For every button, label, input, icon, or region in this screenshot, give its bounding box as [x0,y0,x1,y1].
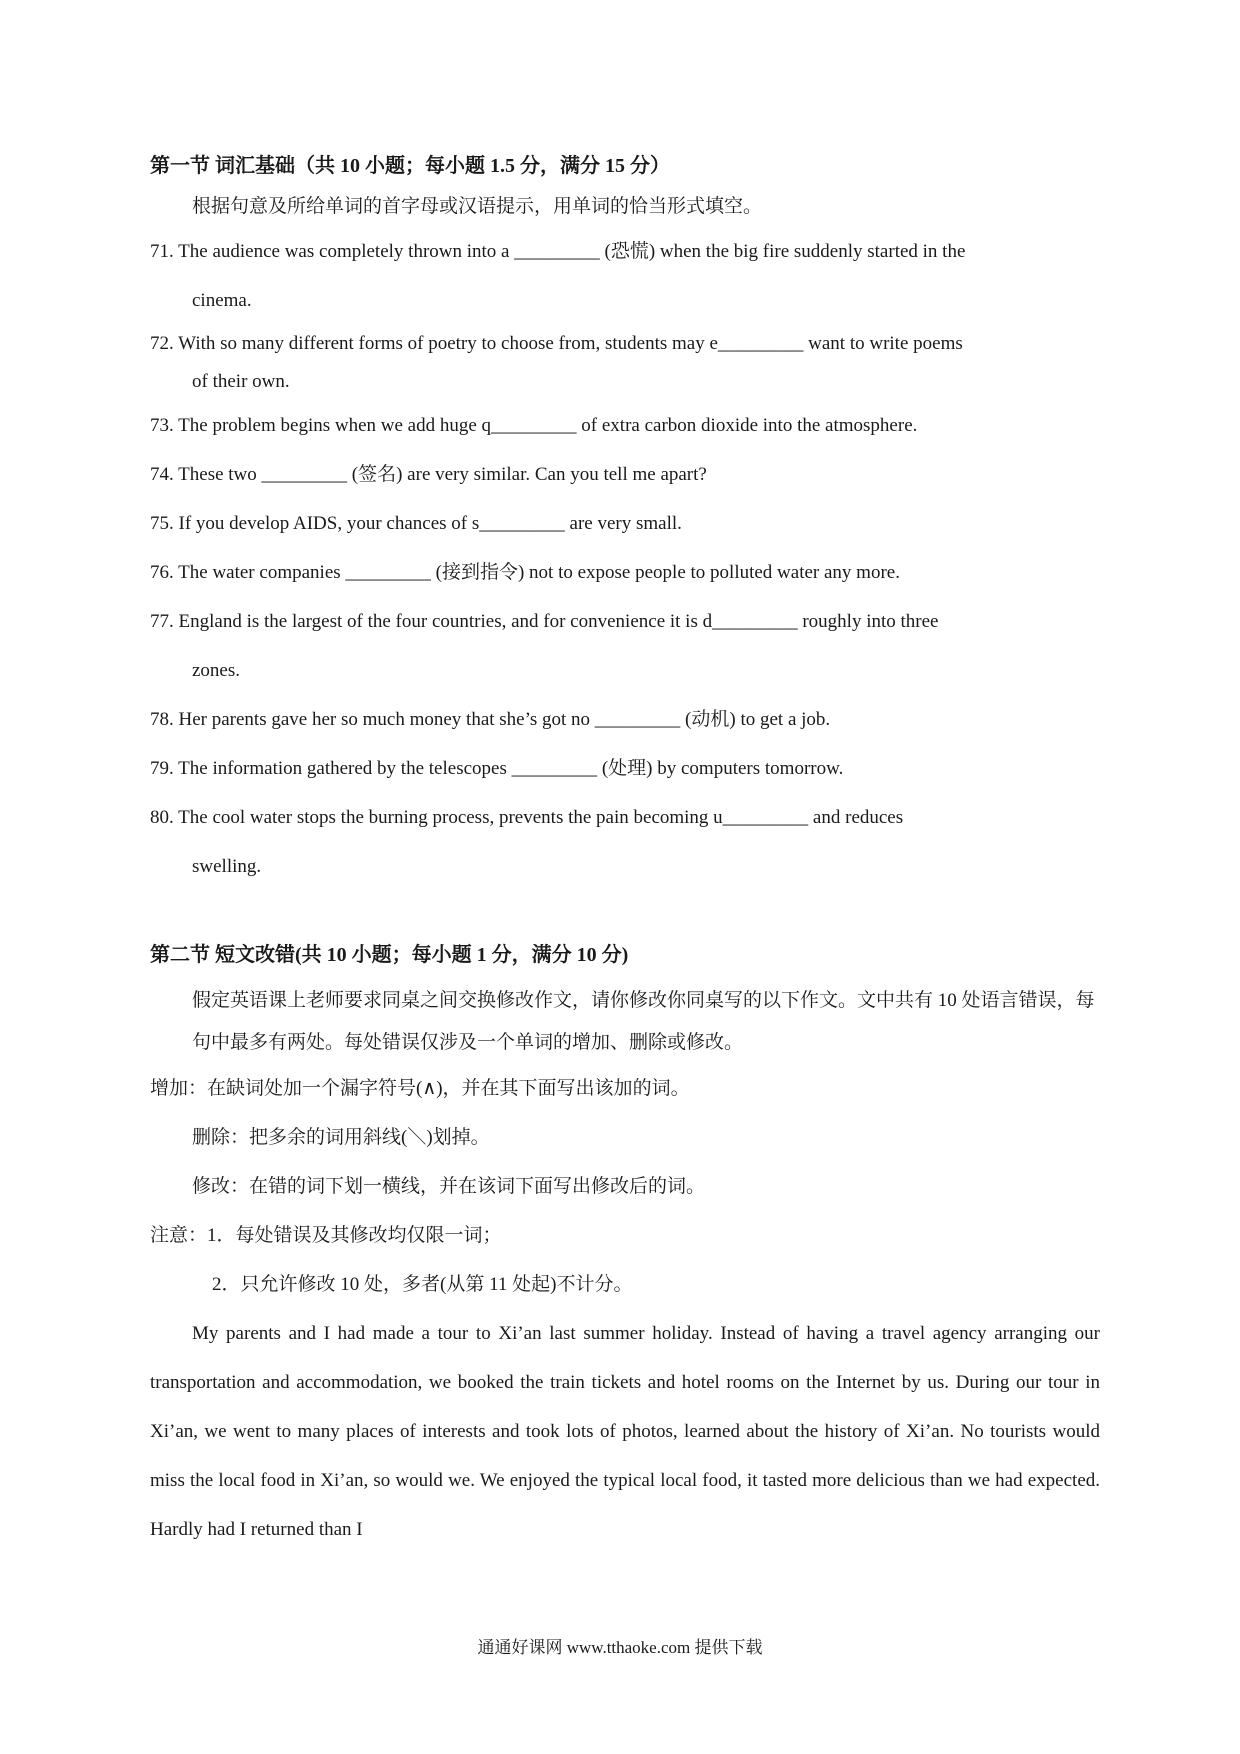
question-list [150,227,1100,891]
question-78: 78. Her parents gave her so much money that she’s got no _________ (动机) to get a job. [150,709,831,730]
question-continuation: zones. [192,660,241,681]
rule-modify: 修改：在错的词下划一横线，并在该词下面写出修改后的词。 [192,1176,706,1197]
question-continuation: of their own. [192,371,290,392]
section-spacer [150,891,1100,939]
question-text: 72. With so many different forms of poetry to choose from, students may e_________ want to write poems [150,333,963,354]
note-2: 2．只允许修改 10 处，多者(从第 11 处起)不计分。 [212,1274,633,1295]
question-continuation: swelling. [192,856,262,877]
page-footer: 通通好课网 www.tthaoke.com 提供下载 [477,1638,763,1657]
question-77 [150,597,1100,695]
question-continuation: cinema. [192,290,252,311]
question-74: 74. These two _________ (签名) are very similar. Can you tell me apart? [150,464,707,485]
question-71 [150,227,1100,325]
section2-instruction: 假定英语课上老师要求同桌之间交换修改作文，请你修改你同桌写的以下作文。文中共有 10 处语言错误，每句中最多有两处。每处错误仅涉及一个单词的增加、删除或修改。 [192,990,1095,1053]
question-73: 73. The problem begins when we add huge q_________ of extra carbon dioxide into the atmosphere. [150,415,918,436]
question-72 [150,325,1100,401]
question-text: 80. The cool water stops the burning process, prevents the pain becoming u_________ and reduces [150,807,904,828]
section2-title: 第二节 短文改错(共 10 小题；每小题 1 分，满分 10 分) [150,944,629,966]
section1-title: 第一节 词汇基础（共 10 小题；每小题 1.5 分，满分 15 分） [150,155,670,177]
document-page [150,150,1100,1554]
question-text: 77. England is the largest of the four countries, and for convenience it is d_________ roughly into three [150,611,939,632]
rule-delete: 删除：把多余的词用斜线(＼)划掉。 [192,1127,490,1148]
question-79: 79. The information gathered by the telescopes _________ (处理) by computers tomorrow. [150,758,844,779]
question-text: 71. The audience was completely thrown into a _________ (恐慌) when the big fire suddenly started in the [150,241,966,262]
note-1: 注意：1．每处错误及其修改均仅限一词； [150,1225,502,1246]
rule-add: 增加：在缺词处加一个漏字符号(∧)，并在其下面写出该加的词。 [150,1078,690,1099]
question-75: 75. If you develop AIDS, your chances of s_________ are very small. [150,513,682,534]
essay-text: My parents and I had made a tour to Xi’an last summer holiday. Instead of having a travel agency arranging our transportation and accommodation, we booked the train tickets and hotel rooms on the Internet by us. During our tour in Xi’an, we went to many places of interests and took lots of photos, learned about the history of Xi’an. No tourists would miss the local food in Xi’an, so would we. We enjoyed the typical local food, it tasted more delicious than we had expected. Hardly had I returned than I [150,1323,1100,1540]
question-76: 76. The water companies _________ (接到指令) not to expose people to polluted water any more. [150,562,900,583]
section1-instruction: 根据句意及所给单词的首字母或汉语提示，用单词的恰当形式填空。 [192,196,763,217]
question-80 [150,793,1100,891]
